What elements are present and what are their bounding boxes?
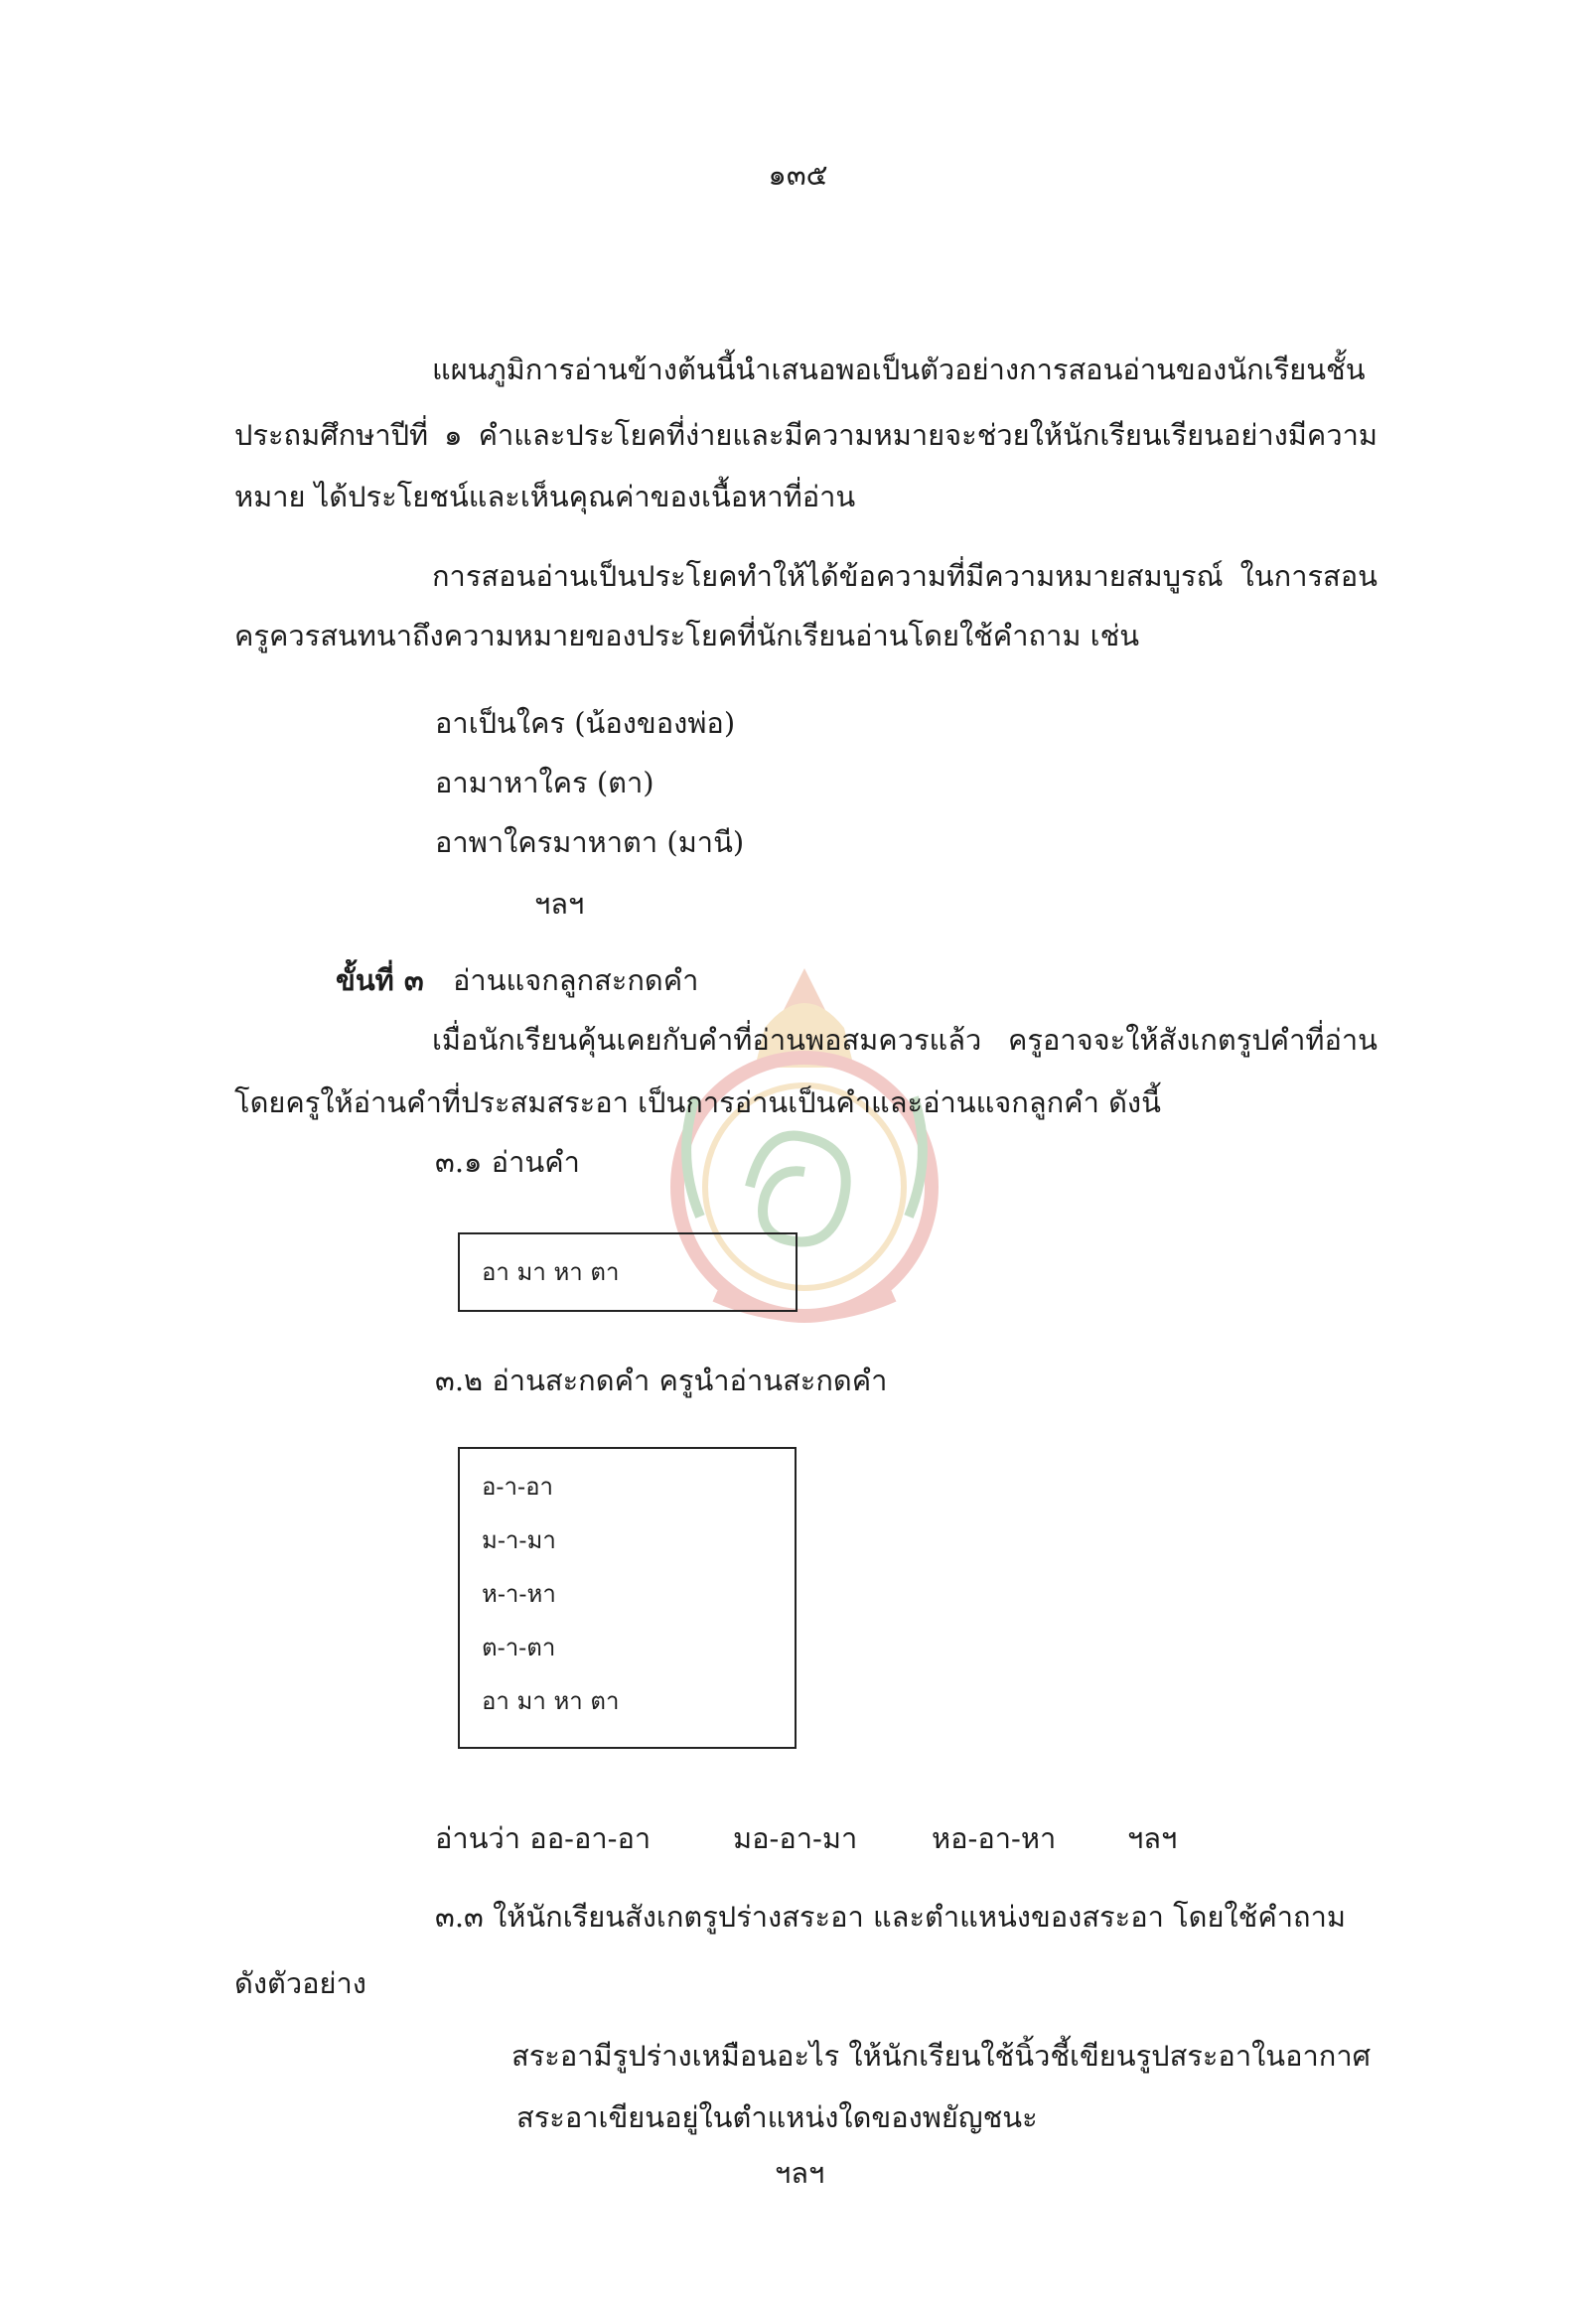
word-box-text: อา มา หา ตา bbox=[482, 1258, 620, 1286]
step3-line2: โดยครูให้อ่านคำที่ประสมสระอา เป็นการอ่านเป็นคำและอ่านแจกลูกคำ ดังนี้ bbox=[234, 1085, 1161, 1119]
step3-title: อ่านแจกลูกสะกดคำ bbox=[453, 963, 699, 997]
word-box bbox=[458, 1232, 798, 1312]
paragraph2-line2: ครูควรสนทนาถึงความหมายของประโยคที่นักเรียนอ่านโดยใช้คำถาม เช่น bbox=[234, 619, 1140, 652]
sub33-line2: ดังตัวอย่าง bbox=[234, 1966, 366, 2000]
etc-marker: ฯลฯ bbox=[775, 2156, 825, 2190]
paragraph2-line1: การสอนอ่านเป็นประโยคทำให้ได้ข้อความที่มีความหมายสมบูรณ์ ในการสอน bbox=[432, 559, 1378, 593]
etc-marker: ฯลฯ bbox=[534, 887, 585, 921]
step3-label: ขั้นที่ ๓ bbox=[336, 963, 424, 997]
read-as-item: มอ-อา-มา bbox=[733, 1821, 858, 1855]
page-number: ๑๓๕ bbox=[768, 158, 828, 192]
question-line: สระอาเขียนอยู่ในตำแหน่งใดของพยัญชนะ bbox=[516, 2100, 1038, 2134]
paragraph1-line3: หมาย ได้ประโยชน์และเห็นคุณค่าของเนื้อหาที่อ่าน bbox=[234, 480, 856, 513]
spelling-line: ม-า-มา bbox=[482, 1526, 556, 1554]
read-as-label: อ่านว่า ออ-อา-อา bbox=[435, 1821, 652, 1855]
sub31-heading: ๓.๑ อ่านคำ bbox=[435, 1145, 580, 1179]
step3-line1: เมื่อนักเรียนคุ้นเคยกับคำที่อ่านพอสมควรแล้ว ครูอาจจะให้สังเกตรูปคำที่อ่าน bbox=[432, 1023, 1378, 1057]
spelling-box bbox=[458, 1447, 797, 1749]
sub33-line1: ๓.๓ ให้นักเรียนสังเกตรูปร่างสระอา และตำแหน่งของสระอา โดยใช้คำถาม bbox=[435, 1900, 1346, 1934]
paragraph1-line2: ประถมศึกษาปีที่ ๑ คำและประโยคที่ง่ายและมีความหมายจะช่วยให้นักเรียนเรียนอย่างมีความ bbox=[234, 418, 1378, 452]
spelling-line: ต-า-ตา bbox=[482, 1634, 556, 1661]
spelling-line: ห-า-หา bbox=[482, 1580, 556, 1608]
example-line: อาเป็นใคร (น้องของพ่อ) bbox=[435, 706, 736, 740]
question-line: สระอามีรูปร่างเหมือนอะไร ให้นักเรียนใช้นิ้วชี้เขียนรูปสระอาในอากาศ bbox=[511, 2039, 1372, 2073]
paragraph1-line1: แผนภูมิการอ่านข้างต้นนี้นำเสนอพอเป็นตัวอย่างการสอนอ่านของนักเรียนชั้น bbox=[432, 353, 1366, 386]
example-line: อามาหาใคร (ตา) bbox=[435, 766, 654, 799]
sub32-heading: ๓.๒ อ่านสะกดคำ ครูนำอ่านสะกดคำ bbox=[435, 1364, 888, 1397]
spelling-line: อา มา หา ตา bbox=[482, 1687, 620, 1715]
example-line: อาพาใครมาหาตา (มานี) bbox=[435, 825, 745, 859]
read-as-item: หอ-อา-หา bbox=[932, 1821, 1057, 1855]
read-as-item: ฯลฯ bbox=[1127, 1821, 1178, 1855]
spelling-line: อ-า-อา bbox=[482, 1473, 553, 1501]
